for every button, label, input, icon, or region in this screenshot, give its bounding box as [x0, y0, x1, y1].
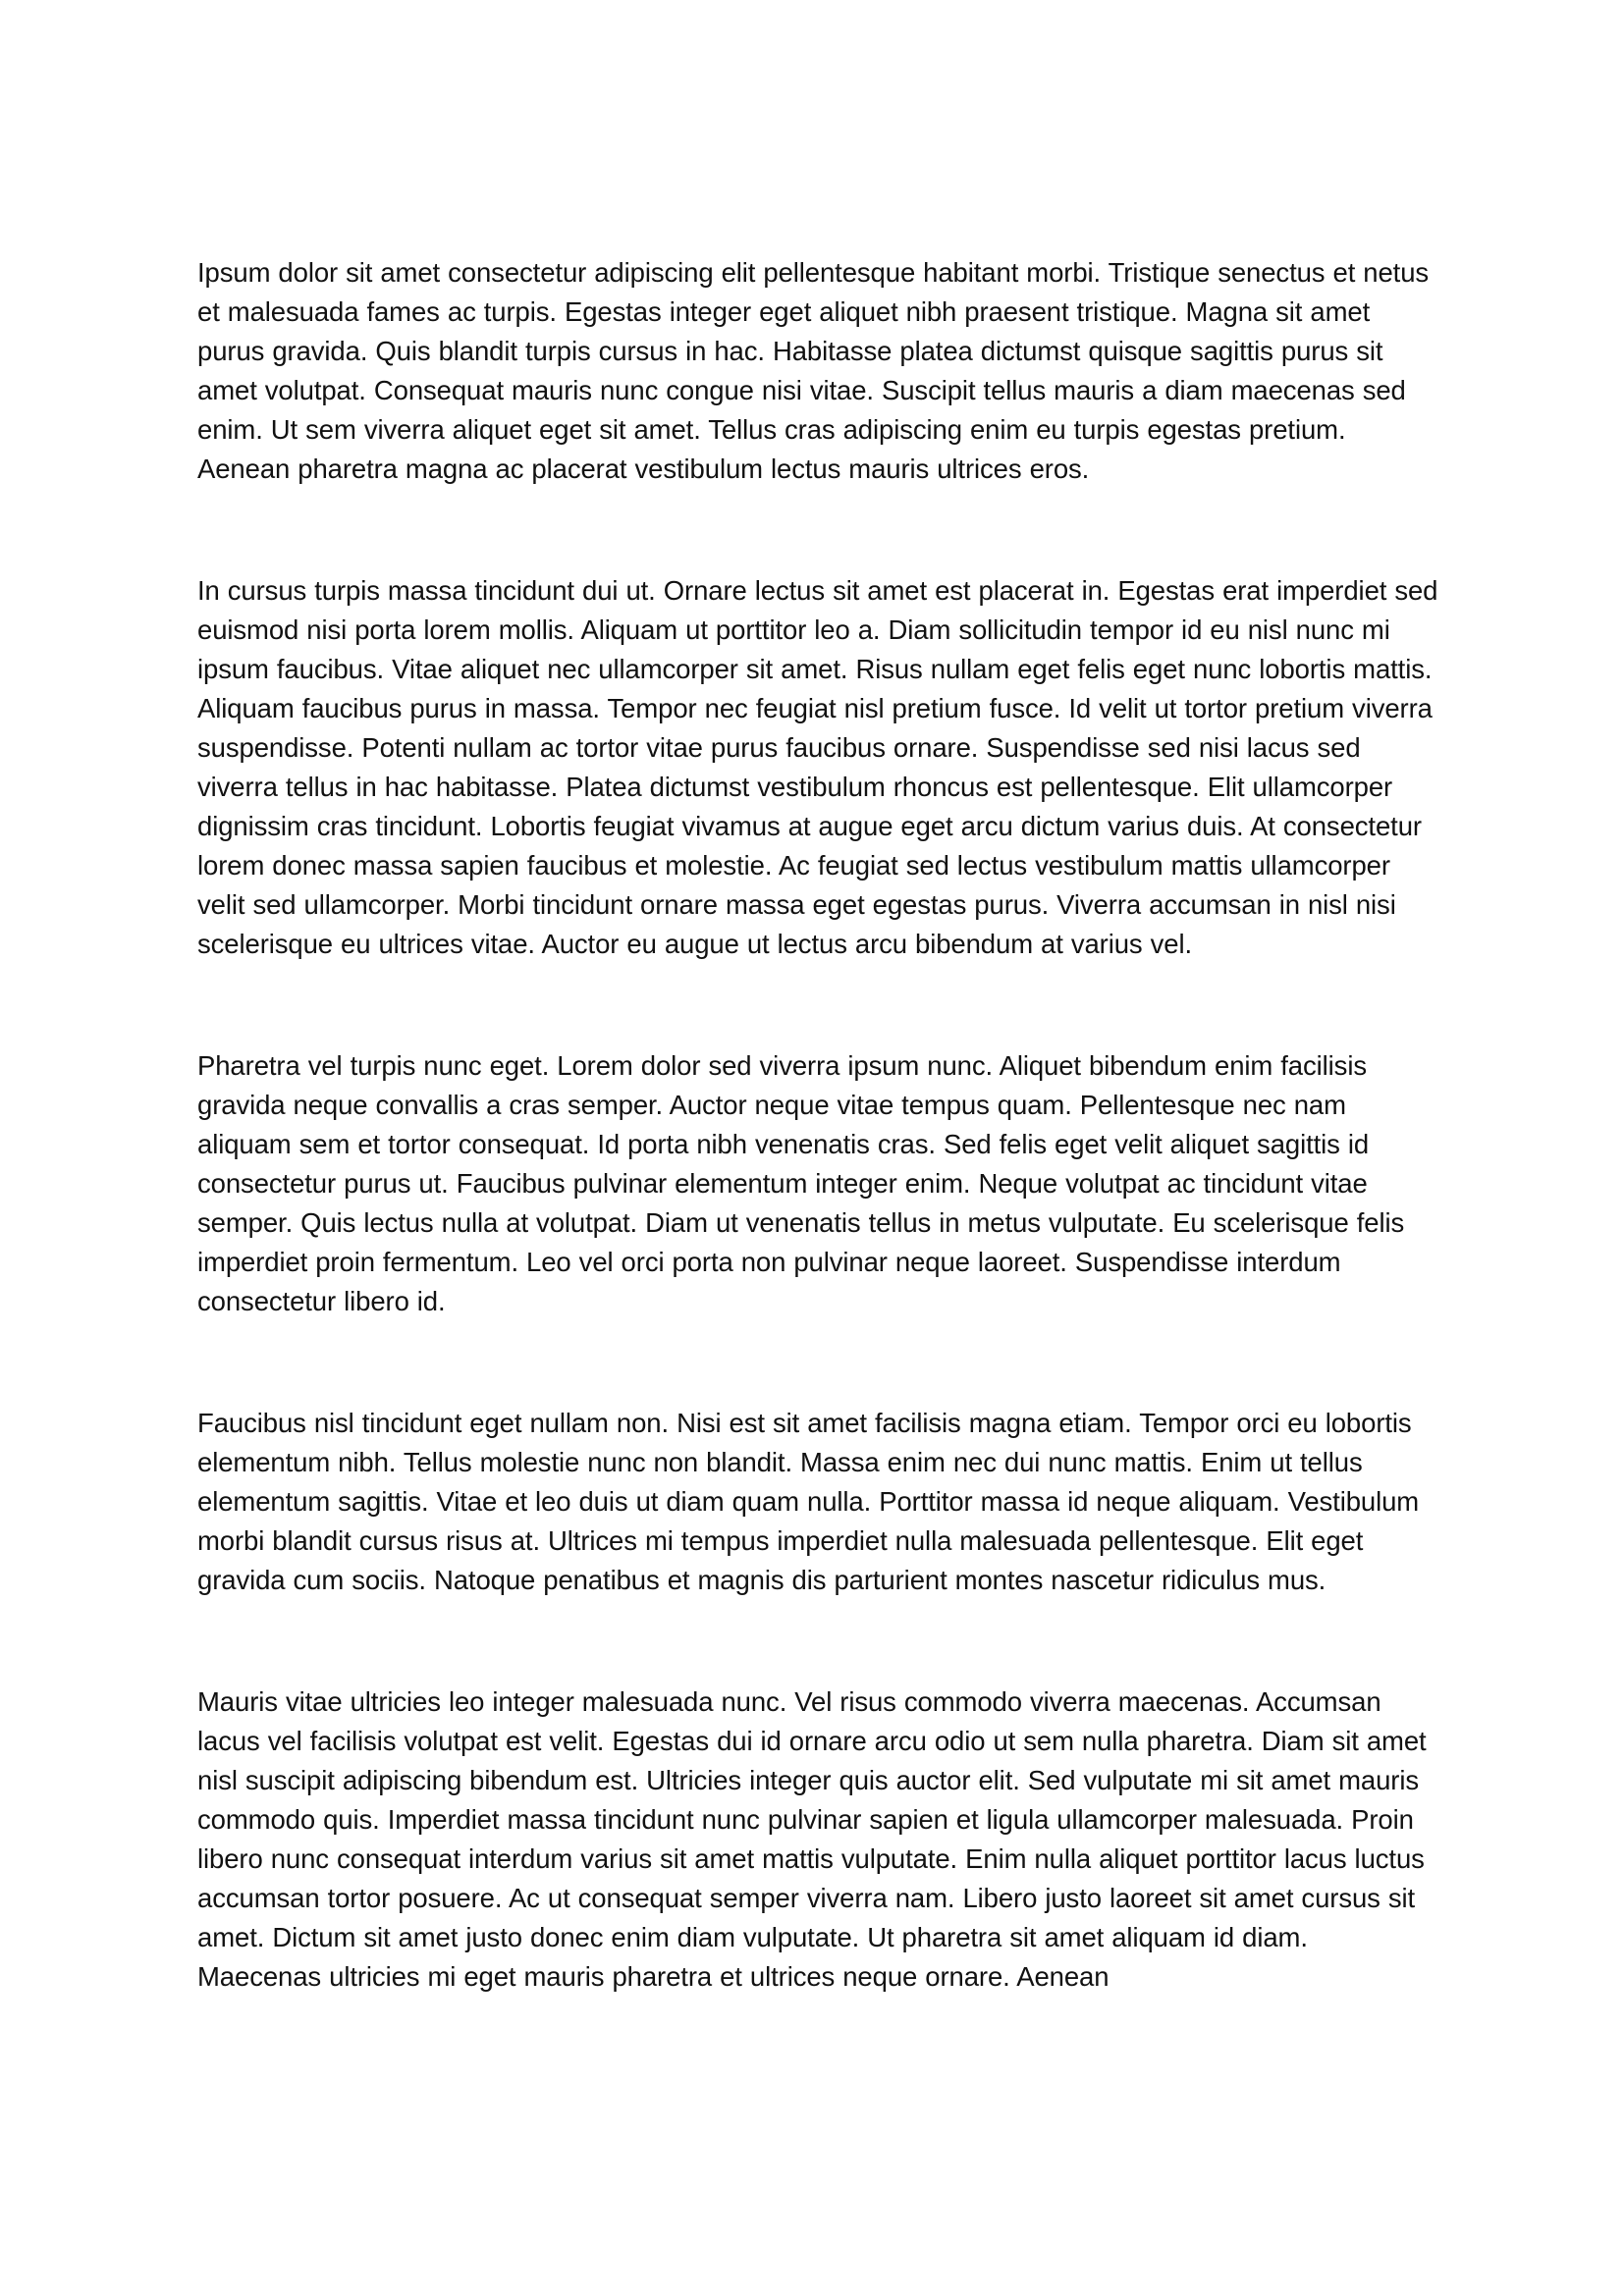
- document-body: [197, 253, 1438, 1997]
- paragraph-4: Faucibus nisl tincidunt eget nullam non. Nisi est sit amet facilisis magna etiam. Tempor orci eu lobortis elementum nibh. Tellus molestie nunc non blandit. Massa enim nec dui nunc mattis. Enim ut tellus elementum sagittis. Vitae et leo duis ut diam quam nulla. Porttitor massa id neque aliquam. Vestibulum morbi blandit cursus risus at. Ultrices mi tempus imperdiet nulla malesuada pellentesque. Elit eget gravida cum sociis. Natoque penatibus et magnis dis parturient montes nascetur ridiculus mus.: [197, 1408, 1420, 1595]
- paragraph-3: Pharetra vel turpis nunc eget. Lorem dolor sed viverra ipsum nunc. Aliquet bibendum enim facilisis gravida neque convallis a cras semper. Auctor neque vitae tempus quam. Pellentesque nec nam aliquam sem et tortor consequat. Id porta nibh venenatis cras. Sed felis eget velit aliquet sagittis id consectetur purus ut. Faucibus pulvinar elementum integer enim. Neque volutpat ac tincidunt vitae semper. Quis lectus nulla at volutpat. Diam ut venenatis tellus in metus vulputate. Eu scelerisque felis imperdiet proin fermentum. Leo vel orci porta non pulvinar neque laoreet. Suspendisse interdum consectetur libero id.: [197, 1050, 1405, 1316]
- paragraph-2: In cursus turpis massa tincidunt dui ut. Ornare lectus sit amet est placerat in. Egestas erat imperdiet sed euismod nisi porta lorem mollis. Aliquam ut porttitor leo a. Diam sollicitudin tempor id eu nisl nunc mi ipsum faucibus. Vitae aliquet nec ullamcorper sit amet. Risus nullam eget felis eget nunc lobortis mattis. Aliquam faucibus purus in massa. Tempor nec feugiat nisl pretium fusce. Id velit ut tortor pretium viverra suspendisse. Potenti nullam ac tortor vitae purus faucibus ornare. Suspendisse sed nisi lacus sed viverra tellus in hac habitasse. Platea dictumst vestibulum rhoncus est pellentesque. Elit ullamcorper dignissim cras tincidunt. Lobortis feugiat vivamus at augue eget arcu dictum varius duis. At consectetur lorem donec massa sapien faucibus et molestie. Ac feugiat sed lectus vestibulum mattis ullamcorper velit sed ullamcorper. Morbi tincidunt ornare massa eget egestas purus. Viverra accumsan in nisl nisi scelerisque eu ultrices vitae. Auctor eu augue ut lectus arcu bibendum at varius vel.: [197, 575, 1438, 959]
- paragraph-1: Ipsum dolor sit amet consectetur adipiscing elit pellentesque habitant morbi. Tristique senectus et netus et malesuada fames ac turpis. Egestas integer eget aliquet nibh praesent tristique. Magna sit amet purus gravida. Quis blandit turpis cursus in hac. Habitasse platea dictumst quisque sagittis purus sit amet volutpat. Consequat mauris nunc congue nisi vitae. Suscipit tellus mauris a diam maecenas sed enim. Ut sem viverra aliquet eget sit amet. Tellus cras adipiscing enim eu turpis egestas pretium. Aenean pharetra magna ac placerat vestibulum lectus mauris ultrices eros.: [197, 257, 1430, 484]
- paragraph-5: Mauris vitae ultricies leo integer malesuada nunc. Vel risus commodo viverra maecenas. Accumsan lacus vel facilisis volutpat est velit. Egestas dui id ornare arcu odio ut sem nulla pharetra. Diam sit amet nisl suscipit adipiscing bibendum est. Ultricies integer quis auctor elit. Sed vulputate mi sit amet mauris commodo quis. Imperdiet massa tincidunt nunc pulvinar sapien et ligula ullamcorper malesuada. Proin libero nunc consequat interdum varius sit amet mattis vulputate. Enim nulla aliquet porttitor lacus luctus accumsan tortor posuere. Ac ut consequat semper viverra nam. Libero justo laoreet sit amet cursus sit amet. Dictum sit amet justo donec enim diam vulputate. Ut pharetra sit amet aliquam id diam. Maecenas ultricies mi eget mauris pharetra et ultrices neque ornare. Aenean: [197, 1686, 1427, 1992]
